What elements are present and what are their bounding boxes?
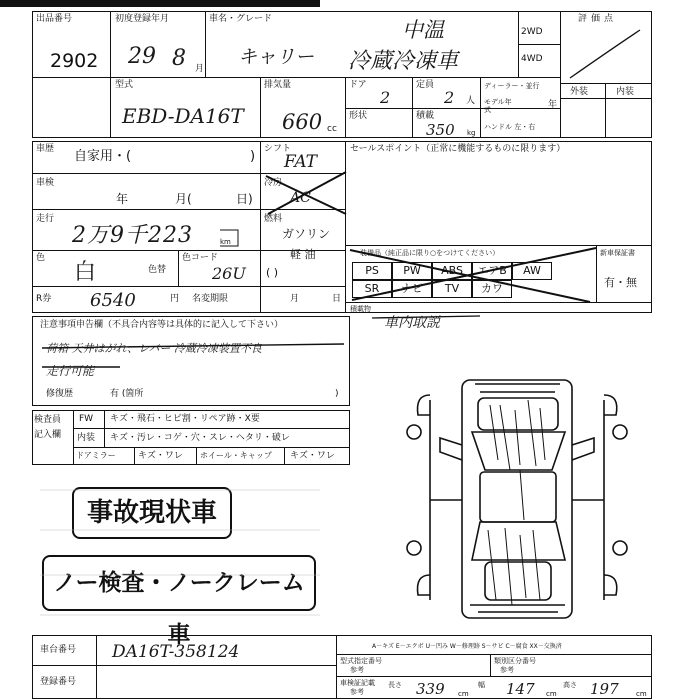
repair-value: 有 (箇所 (110, 389, 144, 399)
capacity-unit: 人 (466, 96, 476, 106)
grade-line1: 中温 (402, 18, 444, 42)
year-unit: 年 (548, 100, 558, 110)
chassis-value: DA16T-358124 (112, 642, 240, 662)
model-value: EBD-DA16T (122, 104, 244, 128)
fuel-paren: ( ) (266, 266, 279, 279)
length-unit: cm (458, 690, 469, 698)
capacity-value: 2 (444, 88, 455, 107)
chassis-label: 車台番号 (40, 645, 77, 655)
load-label: 積載 (416, 111, 435, 121)
inspector-row3-c1: ドアミラー (76, 451, 116, 460)
lot-number: 2902 (50, 50, 99, 72)
door-value: 2 (380, 88, 391, 107)
displacement-value: 660 (282, 110, 323, 134)
ruling-lines (40, 490, 320, 615)
inspector-label-bottom: 記入欄 (34, 430, 62, 440)
registration-label: 登録番号 (40, 677, 77, 687)
month-unit: 月 (195, 64, 205, 74)
score-label: 評価点 (578, 14, 618, 24)
reg-length-label: 車検証記載 (340, 679, 375, 687)
class-ref: 参考 (500, 666, 514, 674)
mileage-label: 走行 (36, 214, 55, 224)
car-diagram (407, 380, 627, 618)
type-cert-label: 型式指定番号 (340, 657, 382, 665)
reg-length-ref: 参考 (350, 688, 364, 696)
width-label: 幅 (478, 681, 485, 689)
damage-legend: A－キズ E－エクボ U－凹み W－修理跡 S－サビ C－腐食 XX－交換済 (372, 643, 562, 650)
equipment-label: 装備品（純正品に限り○をつけてください） (360, 249, 500, 257)
recycle-label: R券 (36, 294, 52, 304)
inspector-row2-head: 内装 (77, 433, 96, 443)
drive-4wd: 4WD (521, 54, 543, 64)
equipment-item: カワ (472, 280, 512, 298)
load-value: 350 (426, 121, 455, 139)
notes-line1: 荷箱 天井はがれ、レバー 冷蔵冷凍装置不良 (46, 342, 262, 355)
handle-label: ハンドル 左・右 (484, 123, 536, 131)
repair-label: 修復歴 (46, 389, 74, 399)
length-label: 長さ (388, 681, 402, 689)
warranty-label: 新車保証書 (600, 249, 635, 257)
color-value: 白 (74, 260, 97, 285)
fuel-oil: 軽 油 (290, 248, 316, 261)
warranty-value: 有・無 (604, 276, 637, 289)
inspection-day: 日) (236, 192, 253, 206)
ac-strike (266, 172, 346, 214)
repair-close: ) (335, 389, 339, 399)
loading-strike (372, 316, 480, 318)
width-unit: cm (546, 690, 557, 698)
exterior-label: 外装 (570, 87, 589, 97)
first-registration-label: 初度登録年月 (115, 14, 170, 24)
model-year-label: モデル年式 (484, 98, 512, 114)
car-name-label: 車名・グレード (209, 14, 273, 24)
length-value: 339 (416, 680, 445, 698)
color-code-label: 色コード (182, 253, 219, 263)
equipment-item: PS (352, 262, 392, 280)
inspection-month: 月( (175, 192, 192, 206)
inspector-row1-head: FW (79, 414, 94, 424)
door-label: ドア (349, 80, 367, 90)
fuel-label: 燃料 (264, 214, 283, 224)
color-label: 色 (36, 253, 46, 263)
mileage-value: 2万9千223 (72, 223, 193, 248)
equipment-item: SR (352, 280, 392, 298)
inspection-label: 車検 (36, 178, 55, 188)
height-unit: cm (636, 690, 647, 698)
ac-label: 冷房 (264, 178, 283, 188)
name-change-month: 月 (290, 294, 300, 304)
history-label: 車歴 (36, 144, 55, 154)
color-change-label: 色替 (148, 265, 167, 275)
equipment-item: エアB (472, 262, 512, 280)
color-code-value: 26U (212, 264, 246, 283)
first-registration-month: 8 (172, 46, 186, 71)
no-claim-stamp: ノー検査・ノークレーム車 (42, 555, 316, 611)
mileage-box (220, 230, 238, 246)
ac-value: AC (290, 190, 311, 206)
drive-2wd: 2WD (521, 27, 543, 37)
interior-label: 内装 (616, 87, 635, 97)
inspector-row1-text: キズ・飛石・ヒビ割・リペア跡・X要 (110, 414, 260, 424)
name-change-label: 名変期限 (192, 294, 229, 304)
yen-unit: 円 (170, 294, 180, 304)
type-cert-ref: 参考 (350, 666, 364, 674)
loading-label: 積載物 (350, 305, 371, 313)
model-label: 型式 (115, 80, 134, 90)
history-close: ) (250, 149, 256, 164)
capacity-label: 定員 (416, 80, 435, 90)
score-slash (570, 30, 640, 78)
inspector-row3-c3: ホイール・キャップ (200, 451, 272, 460)
history-value: 自家用・( (74, 149, 132, 164)
inspector-row3-c4: キズ・ワレ (290, 451, 335, 461)
equipment-item: ABS (432, 262, 472, 280)
equipment-item: AW (512, 262, 552, 280)
car-name: キャリー (238, 46, 315, 68)
displacement-label: 排気量 (264, 80, 292, 90)
class-label: 類別区分番号 (494, 657, 536, 665)
height-label: 高さ (563, 681, 577, 689)
cc-unit: cc (327, 124, 337, 134)
equipment-strike (350, 248, 596, 302)
notes-strike (42, 344, 344, 367)
equipment-item: ナビ (392, 280, 432, 298)
notes-label: 注意事項申告欄（不具合内容等は具体的に記入して下さい） (40, 320, 284, 330)
lot-number-label: 出品番号 (36, 14, 73, 24)
shift-label: シフト (264, 144, 292, 154)
shift-value: FAT (284, 152, 318, 172)
inspection-year: 年 (116, 192, 129, 206)
name-change-day: 日 (332, 294, 342, 304)
grade-line2: 冷蔵冷凍車 (348, 49, 459, 74)
shape-label: 形状 (349, 111, 368, 121)
inspector-label-top: 検査員 (34, 415, 62, 425)
inspector-row2-text: キズ・汚レ・コゲ・穴・スレ・ヘタリ・破レ (110, 433, 290, 443)
inspector-row3-c2: キズ・ワレ (138, 451, 183, 461)
equipment-item: PW (392, 262, 432, 280)
fuel-gas: ガソリン (282, 227, 331, 241)
height-value: 197 (590, 680, 619, 698)
recycle-value: 6540 (90, 290, 136, 311)
km-unit: km (220, 238, 231, 246)
loading-value: 車内取説 (384, 315, 440, 331)
first-registration-year: 29 (128, 44, 156, 69)
accident-stamp: 事故現状車 (72, 487, 232, 539)
width-value: 147 (506, 680, 535, 698)
equipment-item: TV (432, 280, 472, 298)
dealer-label: ディーラー・並行 (484, 82, 540, 90)
kg-unit: kg (467, 129, 476, 137)
notes-line2: 走行可能 (46, 364, 95, 378)
sales-point-label: セールスポイント（正常に機能するものに限ります） (350, 144, 566, 154)
